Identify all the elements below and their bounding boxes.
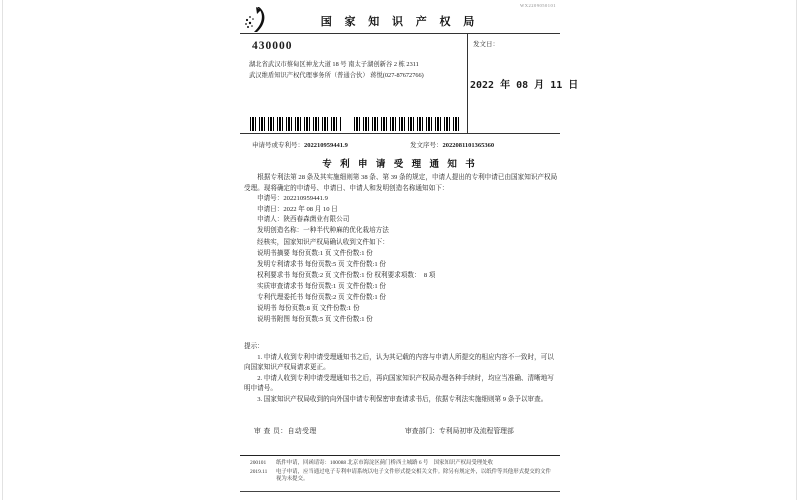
- received-file-item: 说明书 每份页数:8 页 文件份数:1 份: [257, 305, 360, 312]
- received-documents: [257, 238, 435, 326]
- received-file-item: 专利代理委托书 每份页数:2 页 文件份数:1 份: [257, 294, 386, 301]
- note-item: 1. 申请人收到专利申请受理通知书之后，认为其记载的内容与申请人所提交的相应内容不一致时，可以向国家知识产权局请求更正。: [244, 353, 554, 371]
- agency-title: 国 家 知 识 产 权 局: [320, 16, 480, 28]
- examiner: [254, 425, 317, 435]
- header-divider: [240, 33, 560, 34]
- patent-acceptance-notice-page: [232, 0, 579, 500]
- footer-form-code: 200101: [250, 460, 267, 466]
- detail-filing-date: 申请日：2022 年 08 月 10 日: [257, 205, 338, 213]
- notes-title: 提示：: [244, 343, 264, 350]
- examiner-value: 自动受理: [287, 428, 317, 435]
- application-details: [257, 194, 389, 236]
- received-file-item: 说明书摘要 每份页数:1 页 文件份数:1 份: [257, 250, 373, 257]
- dispatch-date-label: 发文日：: [473, 41, 499, 48]
- dispatch-cell-divider: [467, 33, 468, 133]
- notice-title: 专 利 申 请 受 理 通 知 书: [322, 160, 478, 170]
- document-ref-code: WX2209050101: [520, 3, 556, 8]
- scan-edge-left: [2, 0, 3, 500]
- department-label: 审查部门：: [405, 428, 439, 435]
- application-number-label: 申请号或专利号：: [252, 142, 304, 149]
- recipient-address-line1: 湖北省武汉市蔡甸区神龙大道 18 号 南太子湖创新谷 2 栋 2311: [249, 61, 419, 68]
- detail-applicant: 申请人：陕西春森菌业有限公司: [257, 216, 350, 223]
- postal-code: 430000: [252, 40, 293, 52]
- received-intro: 经核实，国家知识产权局确认收到文件如下：: [257, 239, 389, 246]
- detail-application-number: 申请号：202210959441.9: [257, 195, 328, 202]
- footer-row: [250, 469, 556, 484]
- received-file-item: 说明书附图 每份页数:5 页 文件份数:1 份: [257, 316, 373, 323]
- footer-text: 纸件申请，回函请寄：100088 北京市海淀区蓟门桥西土城路 6 号 国家知识产权局受理处收: [276, 460, 493, 466]
- notes-section: [244, 342, 560, 405]
- intro-paragraph: 根据专利法第 28 条及其实施细则第 38 条、第 39 条的规定，申请人提出的专利申请已由国家知识产权局受理。现将确定的申请号、申请日、申请人和发明创造名称通知如下：: [244, 174, 558, 192]
- recipient-address-line2: 武汉维盾知识产权代理事务所（普通合伙） 蒋悦(027-87672766): [249, 72, 424, 79]
- examiner-label: 审 查 员：: [254, 428, 288, 435]
- footer: [250, 460, 556, 485]
- barcode-icon: [354, 117, 462, 131]
- footer-row: [250, 460, 556, 468]
- barcode-icon: [250, 117, 342, 131]
- dispatch-serial-value: 2022081101365360: [442, 142, 495, 149]
- application-number: [252, 140, 348, 149]
- received-file-item: 实质审查请求书 每份页数:1 页 文件份数:1 份: [257, 283, 386, 290]
- dispatch-date-value: 2022 年 08 月 11 日: [470, 80, 579, 91]
- address-divider: [240, 133, 560, 134]
- received-file-item: 权利要求书 每份页数:2 页 文件份数:1 份 权利要求项数： 8 项: [257, 272, 436, 279]
- note-item: 2. 申请人收到专利申请受理通知书之后，再向国家知识产权局办理各种手续时，均应当准确、清晰地写明申请号。: [244, 374, 554, 392]
- footer-divider: [240, 455, 560, 456]
- application-number-value: 202210959441.9: [304, 142, 348, 149]
- footer-text: 电子申请，应当通过电子专利申请系统以电子文件形式提交相关文件。除另有规定外，以纸件等其他形式提交的文件视为未提交。: [276, 468, 551, 482]
- department-value: 专利局初审及流程管理部: [438, 428, 514, 435]
- scan-edge-right: [796, 0, 797, 500]
- received-file-item: 发明专利请求书 每份页数:5 页 文件份数:1 份: [257, 261, 386, 268]
- footer-form-code: 2019.11: [250, 468, 268, 475]
- page-bottom-rule: [240, 491, 560, 492]
- examining-department: [405, 425, 514, 435]
- detail-invention-title: 发明创造名称：一种半代种麻的优化栽培方法: [257, 226, 389, 234]
- note-item: 3. 国家知识产权局收到的向外国申请专利保密审查请求书后，依据专利法实施细则第 9 条予以审查。: [257, 395, 548, 403]
- dispatch-serial-label: 发文序号：: [410, 142, 443, 149]
- dispatch-serial: [410, 140, 494, 149]
